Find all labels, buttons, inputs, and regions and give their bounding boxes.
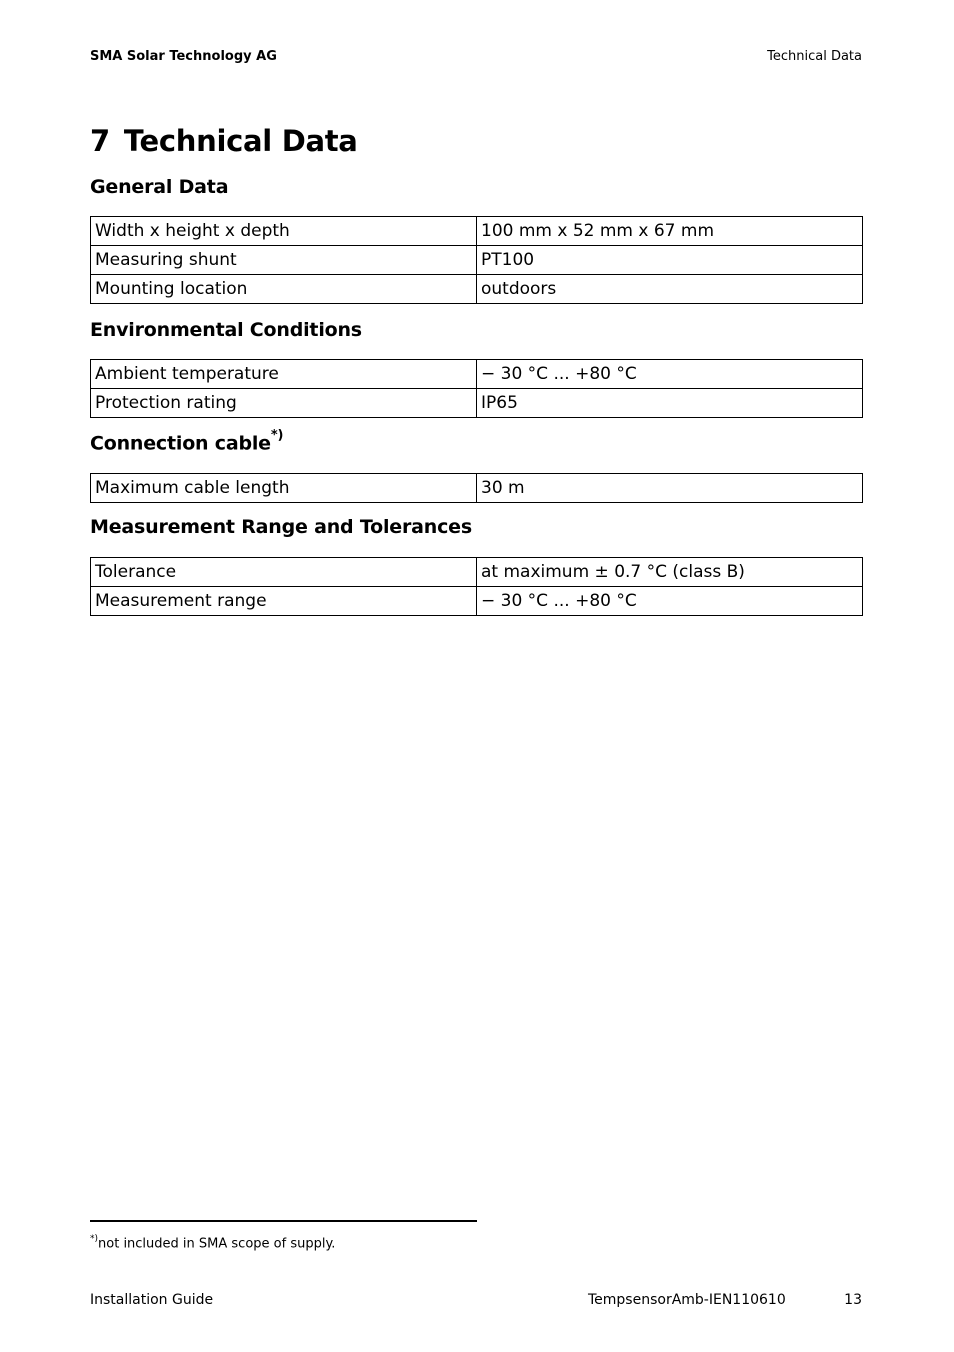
row-value: − 30 °C ... +80 °C [477, 360, 863, 389]
section-title-text: Connection cable [90, 432, 271, 455]
table-row [91, 558, 863, 587]
table-row [91, 474, 863, 503]
row-value: 100 mm x 52 mm x 67 mm [477, 217, 863, 246]
section-title-measurement-range: Measurement Range and Tolerances [90, 516, 472, 538]
table-environmental-conditions [90, 359, 863, 418]
row-label: Ambient temperature [91, 360, 477, 389]
row-label: Protection rating [91, 389, 477, 418]
row-label: Maximum cable length [91, 474, 477, 503]
table-general-data [90, 216, 863, 304]
section-title-connection-cable [90, 428, 284, 455]
footnote-divider [90, 1220, 477, 1222]
table-measurement-range [90, 557, 863, 616]
page-number: 13 [844, 1292, 862, 1308]
footer-doc-id: TempsensorAmb-IEN110610 [588, 1292, 786, 1308]
table-connection-cable [90, 473, 863, 503]
row-value: − 30 °C ... +80 °C [477, 587, 863, 616]
table-row [91, 587, 863, 616]
row-label: Tolerance [91, 558, 477, 587]
table-row [91, 389, 863, 418]
row-value: at maximum ± 0.7 °C (class B) [477, 558, 863, 587]
row-label: Measurement range [91, 587, 477, 616]
row-value: IP65 [477, 389, 863, 418]
chapter-title: Technical Data [123, 124, 358, 158]
row-value: PT100 [477, 246, 863, 275]
row-label: Mounting location [91, 275, 477, 304]
chapter-number: 7 [90, 124, 110, 158]
footer-doc-type: Installation Guide [90, 1292, 214, 1308]
header-company: SMA Solar Technology AG [90, 49, 277, 64]
table-row [91, 360, 863, 389]
footnote-text: not included in SMA scope of supply. [98, 1236, 336, 1252]
footnote-marker: *) [270, 428, 284, 443]
row-label: Measuring shunt [91, 246, 477, 275]
table-row [91, 275, 863, 304]
header-section: Technical Data [767, 49, 862, 64]
footnote-marker: *) [90, 1234, 99, 1244]
footnote [90, 1235, 335, 1251]
chapter-heading [90, 124, 358, 158]
table-row [91, 246, 863, 275]
table-row [91, 217, 863, 246]
row-value: 30 m [477, 474, 863, 503]
section-title-general-data: General Data [90, 176, 229, 198]
section-title-environmental-conditions: Environmental Conditions [90, 319, 362, 341]
row-value: outdoors [477, 275, 863, 304]
row-label: Width x height x depth [91, 217, 477, 246]
